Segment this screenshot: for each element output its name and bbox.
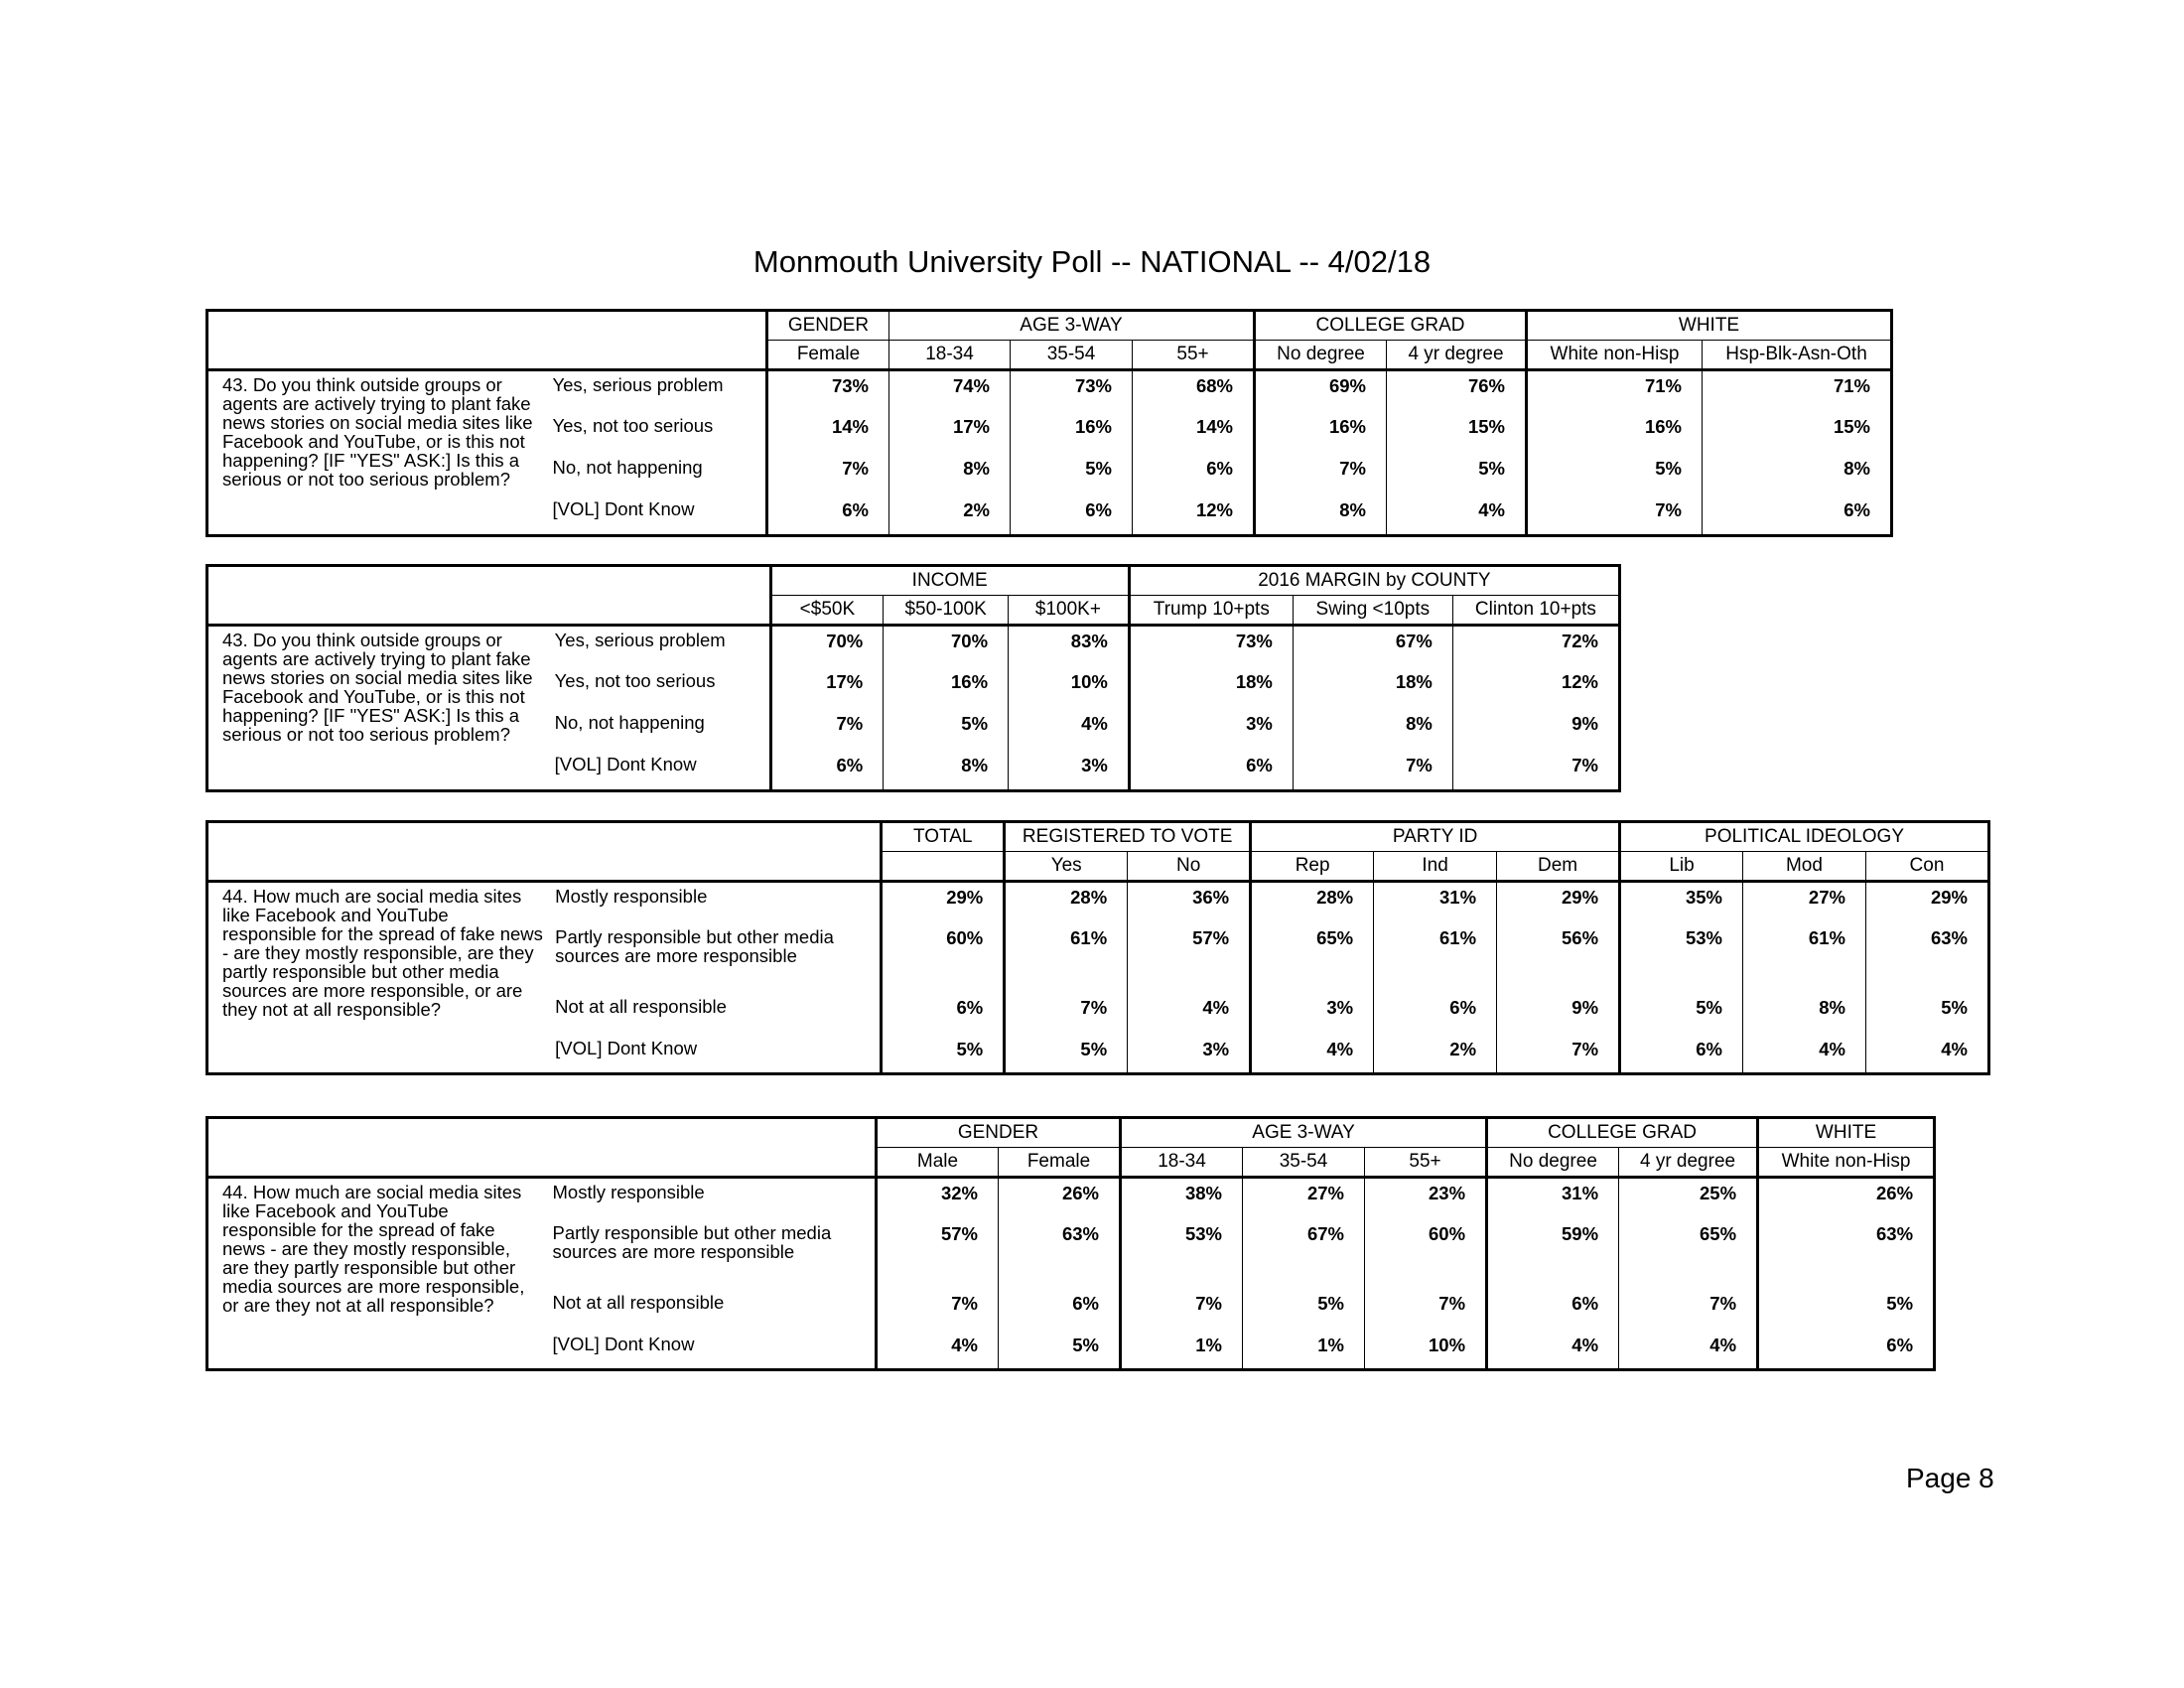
value-cell: 4%	[1742, 1035, 1865, 1074]
value-cell: 7%	[1619, 1289, 1758, 1331]
value-cell: 6%	[1129, 751, 1293, 791]
row-label: [VOL] Dont Know	[545, 495, 767, 536]
value-cell: 31%	[1374, 882, 1497, 923]
value-cell: 10%	[1365, 1331, 1487, 1370]
table-row	[207, 626, 1620, 667]
value-cell: 71%	[1703, 370, 1892, 412]
value-cell: 7%	[1527, 495, 1703, 536]
value-cell: 16%	[884, 667, 1009, 709]
header-corner	[207, 311, 767, 370]
value-cell: 7%	[1452, 751, 1619, 791]
row-label: Not at all responsible	[547, 993, 882, 1035]
header-corner	[207, 1118, 877, 1178]
value-cell: 6%	[770, 751, 884, 791]
column-header: 4 yr degree	[1619, 1148, 1758, 1178]
value-cell: 9%	[1497, 993, 1620, 1035]
group-header: WHITE	[1527, 311, 1892, 341]
column-header: Ind	[1374, 852, 1497, 882]
row-label: Yes, not too serious	[547, 667, 770, 709]
value-cell: 60%	[882, 923, 1005, 993]
value-cell: 74%	[889, 370, 1011, 412]
table-row	[207, 370, 1892, 412]
value-cell: 17%	[889, 412, 1011, 454]
value-cell: 14%	[1133, 412, 1255, 454]
group-header: COLLEGE GRAD	[1487, 1118, 1758, 1148]
value-cell: 8%	[884, 751, 1009, 791]
value-cell: 3%	[1129, 709, 1293, 751]
value-cell: 14%	[767, 412, 889, 454]
value-cell: 38%	[1121, 1178, 1243, 1219]
value-cell: 5%	[999, 1331, 1121, 1370]
group-header: WHITE	[1758, 1118, 1935, 1148]
value-cell: 7%	[1121, 1289, 1243, 1331]
value-cell: 60%	[1365, 1219, 1487, 1289]
value-cell: 32%	[877, 1178, 999, 1219]
column-header: $50-100K	[884, 596, 1009, 626]
header-corner	[207, 822, 882, 882]
group-header: AGE 3-WAY	[889, 311, 1255, 341]
column-header: Female	[999, 1148, 1121, 1178]
value-cell: 7%	[1293, 751, 1452, 791]
table-row	[207, 882, 1989, 923]
value-cell: 7%	[1255, 454, 1387, 495]
value-cell: 5%	[1011, 454, 1133, 495]
value-cell: 1%	[1121, 1331, 1243, 1370]
column-header: Male	[877, 1148, 999, 1178]
column-header: Lib	[1620, 852, 1743, 882]
value-cell: 5%	[884, 709, 1009, 751]
value-cell: 4%	[877, 1331, 999, 1370]
value-cell: 63%	[1865, 923, 1988, 993]
value-cell: 7%	[1005, 993, 1128, 1035]
row-label: [VOL] Dont Know	[545, 1331, 877, 1370]
value-cell: 67%	[1243, 1219, 1365, 1289]
value-cell: 7%	[767, 454, 889, 495]
column-header: 35-54	[1011, 341, 1133, 370]
column-header	[882, 852, 1005, 882]
question-text: 43. Do you think outside groups or agents are actively trying to plant fake news stories on social media sites like Facebook and YouTube, or is this not happening? [IF "YES" ASK:] Is this a serious or not too serious problem?	[222, 374, 533, 490]
column-header: Rep	[1251, 852, 1374, 882]
value-cell: 17%	[770, 667, 884, 709]
row-label: Yes, serious problem	[547, 626, 770, 667]
value-cell: 57%	[877, 1219, 999, 1289]
value-cell: 8%	[1255, 495, 1387, 536]
column-header: Trump 10+pts	[1129, 596, 1293, 626]
value-cell: 15%	[1387, 412, 1527, 454]
value-cell: 6%	[882, 993, 1005, 1035]
value-cell: 16%	[1527, 412, 1703, 454]
value-cell: 61%	[1374, 923, 1497, 993]
column-header: Swing <10pts	[1293, 596, 1452, 626]
value-cell: 15%	[1703, 412, 1892, 454]
crosstab-q43-income-margin	[205, 564, 1621, 792]
value-cell: 83%	[1009, 626, 1130, 667]
value-cell: 2%	[1374, 1035, 1497, 1074]
group-header: COLLEGE GRAD	[1255, 311, 1527, 341]
value-cell: 12%	[1133, 495, 1255, 536]
value-cell: 6%	[1374, 993, 1497, 1035]
value-cell: 53%	[1121, 1219, 1243, 1289]
column-header: 55+	[1365, 1148, 1487, 1178]
value-cell: 2%	[889, 495, 1011, 536]
value-cell: 6%	[1487, 1289, 1619, 1331]
value-cell: 68%	[1133, 370, 1255, 412]
row-label: Yes, serious problem	[545, 370, 767, 412]
row-label: [VOL] Dont Know	[547, 1035, 882, 1074]
value-cell: 4%	[1009, 709, 1130, 751]
value-cell: 7%	[1365, 1289, 1487, 1331]
value-cell: 8%	[889, 454, 1011, 495]
value-cell: 5%	[1865, 993, 1988, 1035]
value-cell: 25%	[1619, 1178, 1758, 1219]
value-cell: 36%	[1128, 882, 1251, 923]
row-label: Partly responsible but other media sources are more responsible	[547, 923, 882, 993]
value-cell: 8%	[1293, 709, 1452, 751]
row-label: No, not happening	[547, 709, 770, 751]
column-header: Con	[1865, 852, 1988, 882]
value-cell: 29%	[1865, 882, 1988, 923]
value-cell: 8%	[1742, 993, 1865, 1035]
value-cell: 5%	[1527, 454, 1703, 495]
value-cell: 5%	[1758, 1289, 1935, 1331]
value-cell: 6%	[1620, 1035, 1743, 1074]
value-cell: 1%	[1243, 1331, 1365, 1370]
crosstab-q44-total-registered-party-ideology	[205, 820, 1990, 1075]
value-cell: 61%	[1005, 923, 1128, 993]
row-label: No, not happening	[545, 454, 767, 495]
question-text: 44. How much are social media sites like Facebook and YouTube responsible for the spread of fake news - are they mostly responsible, are they partly responsible but other media sources are more responsible, or are they not at all responsible?	[222, 1182, 525, 1316]
crosstab-q44-gender-age-college-white	[205, 1116, 1936, 1371]
value-cell: 7%	[770, 709, 884, 751]
value-cell: 57%	[1128, 923, 1251, 993]
value-cell: 53%	[1620, 923, 1743, 993]
value-cell: 12%	[1452, 667, 1619, 709]
value-cell: 5%	[882, 1035, 1005, 1074]
value-cell: 3%	[1128, 1035, 1251, 1074]
question-text: 44. How much are social media sites like Facebook and YouTube responsible for the spread of fake news - are they mostly responsible, are they partly responsible but other media sources are more responsible, or are they not at all responsible?	[222, 886, 543, 1020]
value-cell: 76%	[1387, 370, 1527, 412]
column-header: Female	[767, 341, 889, 370]
value-cell: 27%	[1243, 1178, 1365, 1219]
value-cell: 5%	[1387, 454, 1527, 495]
value-cell: 16%	[1255, 412, 1387, 454]
row-label: Mostly responsible	[545, 1178, 877, 1219]
row-label: [VOL] Dont Know	[547, 751, 770, 791]
value-cell: 5%	[1005, 1035, 1128, 1074]
value-cell: 35%	[1620, 882, 1743, 923]
header-corner	[207, 566, 771, 626]
page-number: Page 8	[1906, 1463, 1994, 1493]
value-cell: 26%	[1758, 1178, 1935, 1219]
value-cell: 72%	[1452, 626, 1619, 667]
value-cell: 23%	[1365, 1178, 1487, 1219]
column-header: Yes	[1005, 852, 1128, 882]
group-header: TOTAL	[882, 822, 1005, 852]
column-header: Hsp-Blk-Asn-Oth	[1703, 341, 1892, 370]
value-cell: 10%	[1009, 667, 1130, 709]
column-header: Dem	[1497, 852, 1620, 882]
column-header: Clinton 10+pts	[1452, 596, 1619, 626]
value-cell: 56%	[1497, 923, 1620, 993]
group-header: REGISTERED TO VOTE	[1005, 822, 1251, 852]
value-cell: 61%	[1742, 923, 1865, 993]
table-row	[207, 1178, 1935, 1219]
value-cell: 31%	[1487, 1178, 1619, 1219]
value-cell: 4%	[1387, 495, 1527, 536]
group-header: INCOME	[770, 566, 1129, 596]
column-header: Mod	[1742, 852, 1865, 882]
group-header: AGE 3-WAY	[1121, 1118, 1487, 1148]
group-header: GENDER	[877, 1118, 1121, 1148]
value-cell: 29%	[882, 882, 1005, 923]
crosstab-q43-gender-age-college-white	[205, 309, 1893, 537]
value-cell: 28%	[1005, 882, 1128, 923]
value-cell: 7%	[1497, 1035, 1620, 1074]
value-cell: 69%	[1255, 370, 1387, 412]
value-cell: 73%	[1011, 370, 1133, 412]
page-title: Monmouth University Poll -- NATIONAL -- 4/02/18	[752, 244, 1432, 279]
column-header: <$50K	[770, 596, 884, 626]
value-cell: 4%	[1619, 1331, 1758, 1370]
column-header: No degree	[1255, 341, 1387, 370]
value-cell: 6%	[1703, 495, 1892, 536]
value-cell: 26%	[999, 1178, 1121, 1219]
value-cell: 7%	[877, 1289, 999, 1331]
value-cell: 70%	[770, 626, 884, 667]
row-label: Partly responsible but other media sources are more responsible	[545, 1219, 877, 1289]
value-cell: 9%	[1452, 709, 1619, 751]
column-header: No degree	[1487, 1148, 1619, 1178]
column-header: 55+	[1133, 341, 1255, 370]
row-label: Mostly responsible	[547, 882, 882, 923]
column-header: White non-Hisp	[1527, 341, 1703, 370]
value-cell: 3%	[1009, 751, 1130, 791]
value-cell: 73%	[1129, 626, 1293, 667]
group-header: PARTY ID	[1251, 822, 1620, 852]
value-cell: 6%	[767, 495, 889, 536]
value-cell: 6%	[999, 1289, 1121, 1331]
value-cell: 3%	[1251, 993, 1374, 1035]
value-cell: 4%	[1865, 1035, 1988, 1074]
group-header: POLITICAL IDEOLOGY	[1620, 822, 1989, 852]
value-cell: 70%	[884, 626, 1009, 667]
group-header: GENDER	[767, 311, 889, 341]
question-text: 43. Do you think outside groups or agents are actively trying to plant fake news stories on social media sites like Facebook and YouTube, or is this not happening? [IF "YES" ASK:] Is this a serious or not too serious problem?	[222, 630, 533, 745]
value-cell: 4%	[1487, 1331, 1619, 1370]
value-cell: 18%	[1293, 667, 1452, 709]
column-header: $100K+	[1009, 596, 1130, 626]
value-cell: 29%	[1497, 882, 1620, 923]
column-header: 4 yr degree	[1387, 341, 1527, 370]
value-cell: 4%	[1128, 993, 1251, 1035]
value-cell: 6%	[1133, 454, 1255, 495]
value-cell: 63%	[999, 1219, 1121, 1289]
column-header: No	[1128, 852, 1251, 882]
value-cell: 71%	[1527, 370, 1703, 412]
value-cell: 5%	[1243, 1289, 1365, 1331]
column-header: White non-Hisp	[1758, 1148, 1935, 1178]
value-cell: 16%	[1011, 412, 1133, 454]
value-cell: 4%	[1251, 1035, 1374, 1074]
row-label: Not at all responsible	[545, 1289, 877, 1331]
value-cell: 6%	[1011, 495, 1133, 536]
value-cell: 8%	[1703, 454, 1892, 495]
value-cell: 28%	[1251, 882, 1374, 923]
column-header: 18-34	[1121, 1148, 1243, 1178]
value-cell: 67%	[1293, 626, 1452, 667]
value-cell: 63%	[1758, 1219, 1935, 1289]
value-cell: 18%	[1129, 667, 1293, 709]
value-cell: 5%	[1620, 993, 1743, 1035]
value-cell: 59%	[1487, 1219, 1619, 1289]
value-cell: 6%	[1758, 1331, 1935, 1370]
value-cell: 73%	[767, 370, 889, 412]
value-cell: 65%	[1251, 923, 1374, 993]
column-header: 18-34	[889, 341, 1011, 370]
value-cell: 65%	[1619, 1219, 1758, 1289]
value-cell: 27%	[1742, 882, 1865, 923]
column-header: 35-54	[1243, 1148, 1365, 1178]
group-header: 2016 MARGIN by COUNTY	[1129, 566, 1619, 596]
row-label: Yes, not too serious	[545, 412, 767, 454]
